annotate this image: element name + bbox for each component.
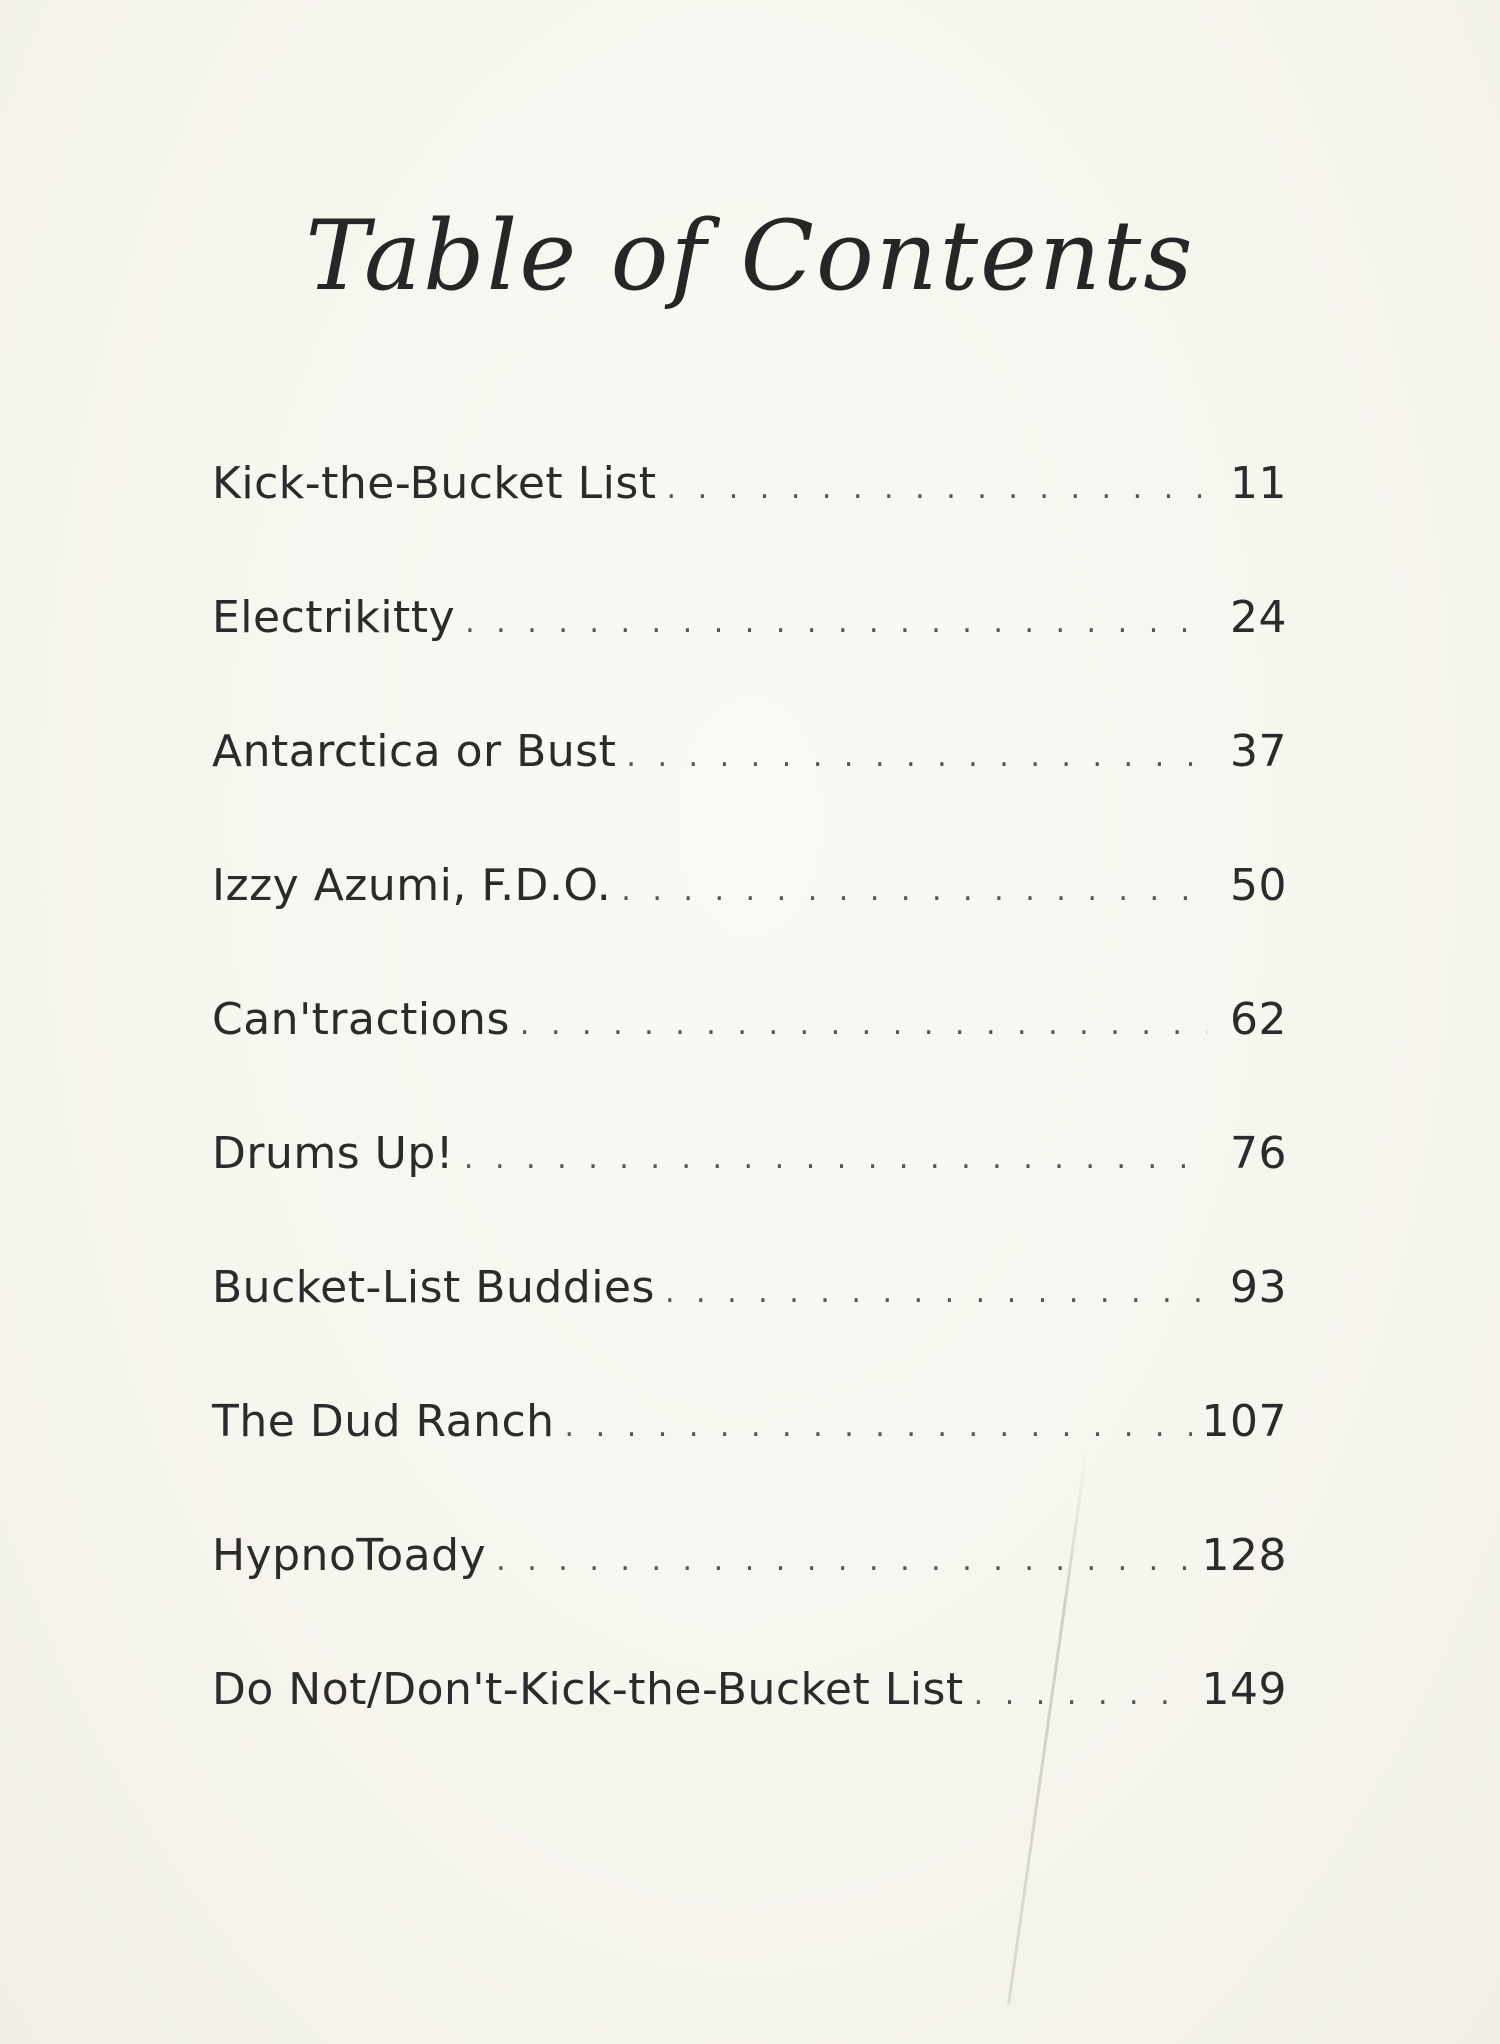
toc-entry [212,860,1287,994]
toc-entry [212,1128,1287,1262]
toc-entry-page: 107 [1201,1396,1287,1447]
toc-entry [212,726,1287,860]
toc-entry [212,1396,1287,1530]
toc-entry-title: Can'tractions [212,994,510,1045]
toc-entry [212,1262,1287,1396]
toc-entry [212,1530,1287,1664]
toc-entry-page: 50 [1230,860,1287,911]
toc-entry [212,592,1287,726]
toc-entry-page: 37 [1230,726,1287,777]
dot-leader [621,873,1207,908]
toc-entry-title: Antarctica or Bust [212,726,617,777]
toc-entry [212,994,1287,1128]
toc-entry-page: 149 [1201,1664,1287,1715]
toc-entry-title: Electrikitty [212,592,456,643]
toc-entry-page: 128 [1201,1530,1287,1581]
toc-entry [212,1664,1287,1798]
table-of-contents [212,458,1287,1798]
toc-entry-title: HypnoToady [212,1530,487,1581]
toc-entry-title: Do Not/Don't-Kick-the-Bucket List [212,1664,964,1715]
dot-leader [496,1543,1191,1578]
dot-leader [565,1409,1192,1444]
toc-entry-page: 76 [1230,1128,1287,1179]
toc-entry-title: The Dud Ranch [212,1396,555,1447]
toc-entry [212,458,1287,592]
toc-entry-title: Kick-the-Bucket List [212,458,657,509]
dot-leader [974,1677,1192,1712]
dot-leader [520,1007,1207,1042]
dot-leader [626,739,1207,774]
toc-entry-title: Izzy Azumi, F.D.O. [212,860,612,911]
dot-leader [465,605,1207,640]
toc-entry-title: Drums Up! [212,1128,454,1179]
dot-leader [667,471,1207,506]
toc-entry-page: 93 [1230,1262,1287,1313]
page-title: Table of Contents [305,200,1195,312]
toc-entry-page: 62 [1230,994,1287,1045]
dot-leader [464,1141,1207,1176]
dot-leader [665,1275,1207,1310]
toc-entry-page: 24 [1230,592,1287,643]
toc-entry-title: Bucket-List Buddies [212,1262,655,1313]
toc-entry-page: 11 [1230,458,1287,509]
